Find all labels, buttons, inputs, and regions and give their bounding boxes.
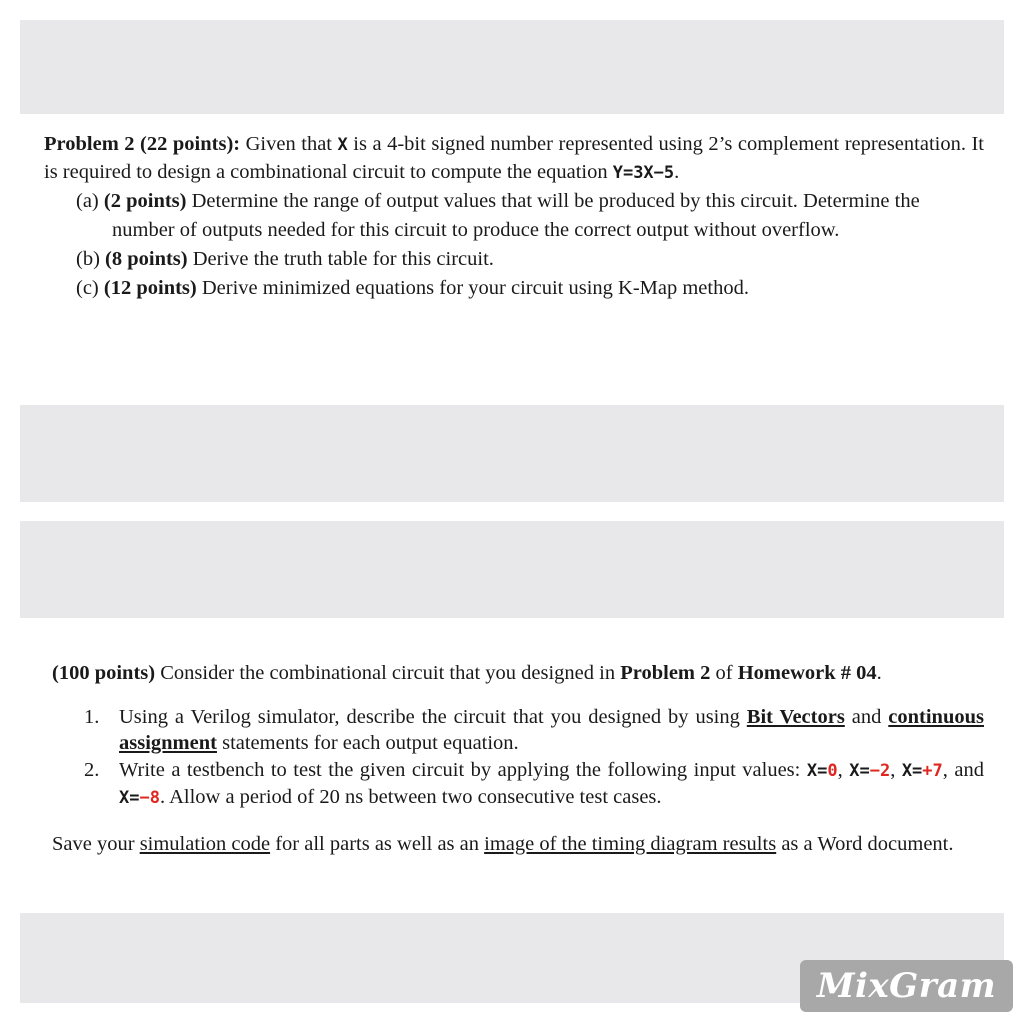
simulation-code-term: simulation code: [139, 833, 271, 855]
problem-2-text: is a 4-bit signed number represented using 2’s complement representation. It is required to design a combinational circuit to compute the equation: [44, 133, 984, 183]
part-label: (c): [76, 277, 104, 299]
punctuation: .: [674, 161, 680, 183]
part-b: [44, 245, 984, 274]
variable-x: X: [337, 135, 348, 155]
test-value-neg2: −2: [869, 761, 891, 781]
continuous-assignment-term: continuous assignment: [119, 706, 984, 754]
part-points: (2 points): [103, 190, 187, 212]
save-text: as a Word document.: [776, 833, 954, 855]
list-number: 1.: [84, 706, 100, 728]
test-value-neg8: −8: [139, 788, 160, 808]
task-text: Write a testbench to test the given circuit by applying the following input values:: [119, 759, 807, 781]
timing-diagram-term: image of the timing diagram results: [484, 833, 777, 855]
task-text: statements for each output equation.: [216, 732, 519, 754]
problem-2-title: Problem 2 (22 points):: [44, 133, 241, 155]
punctuation: .: [876, 662, 882, 684]
problem-2-text: Given that: [240, 133, 338, 155]
mixgram-watermark: MixGram: [800, 960, 1013, 1012]
part-points: (12 points): [103, 277, 197, 299]
part-text: Derive minimized equations for your circuit using K-Map method.: [196, 277, 749, 299]
task-item-2: [52, 757, 984, 811]
part-label: (a): [76, 190, 104, 212]
separator: ,: [837, 759, 850, 781]
part-points: (8 points): [105, 248, 188, 270]
separator: , and: [942, 759, 984, 781]
list-number: 2.: [84, 759, 100, 781]
intro-text: Consider the combinational circuit that you designed in: [155, 662, 621, 684]
part-text: Derive the truth table for this circuit.: [187, 248, 494, 270]
problem-reference: Problem 2: [620, 662, 711, 684]
intro-text: of: [710, 662, 738, 684]
homework-reference: Homework # 04: [737, 662, 877, 684]
equation: Y=3X−5: [612, 163, 675, 183]
x-assign: X=: [119, 788, 140, 808]
task-text: and: [844, 706, 889, 728]
homework-intro: [52, 660, 984, 686]
save-instructions: [52, 831, 984, 857]
task-item-1: [52, 704, 984, 756]
homework-points: (100 points): [52, 662, 156, 684]
x-assign: X=: [806, 761, 828, 781]
homework-block: [52, 660, 984, 857]
x-assign: X=: [849, 761, 870, 781]
save-text: for all parts as well as an: [270, 833, 485, 855]
test-value-pos7: +7: [922, 761, 943, 781]
redaction-band-middle-2: [20, 521, 1004, 618]
redaction-band-top: [20, 20, 1004, 114]
problem-2-block: [44, 131, 984, 303]
problem-2-statement: [44, 131, 984, 187]
task-list: [52, 704, 984, 811]
bit-vectors-term: Bit Vectors: [746, 706, 845, 728]
x-assign: X=: [901, 761, 923, 781]
part-text: Determine the range of output values that will be produced by this circuit. Determine the number of outputs needed for this circuit to produce the correct output without overflow.: [112, 190, 920, 241]
redaction-band-middle-1: [20, 405, 1004, 502]
separator: ,: [890, 759, 902, 781]
part-a: [44, 187, 984, 245]
save-text: Save your: [52, 833, 140, 855]
part-label: (b): [76, 248, 106, 270]
test-value-0: 0: [827, 761, 838, 781]
part-c: [44, 274, 984, 303]
task-text: . Allow a period of 20 ns between two consecutive test cases.: [159, 786, 662, 808]
task-text: Using a Verilog simulator, describe the circuit that you designed by using: [119, 706, 747, 728]
